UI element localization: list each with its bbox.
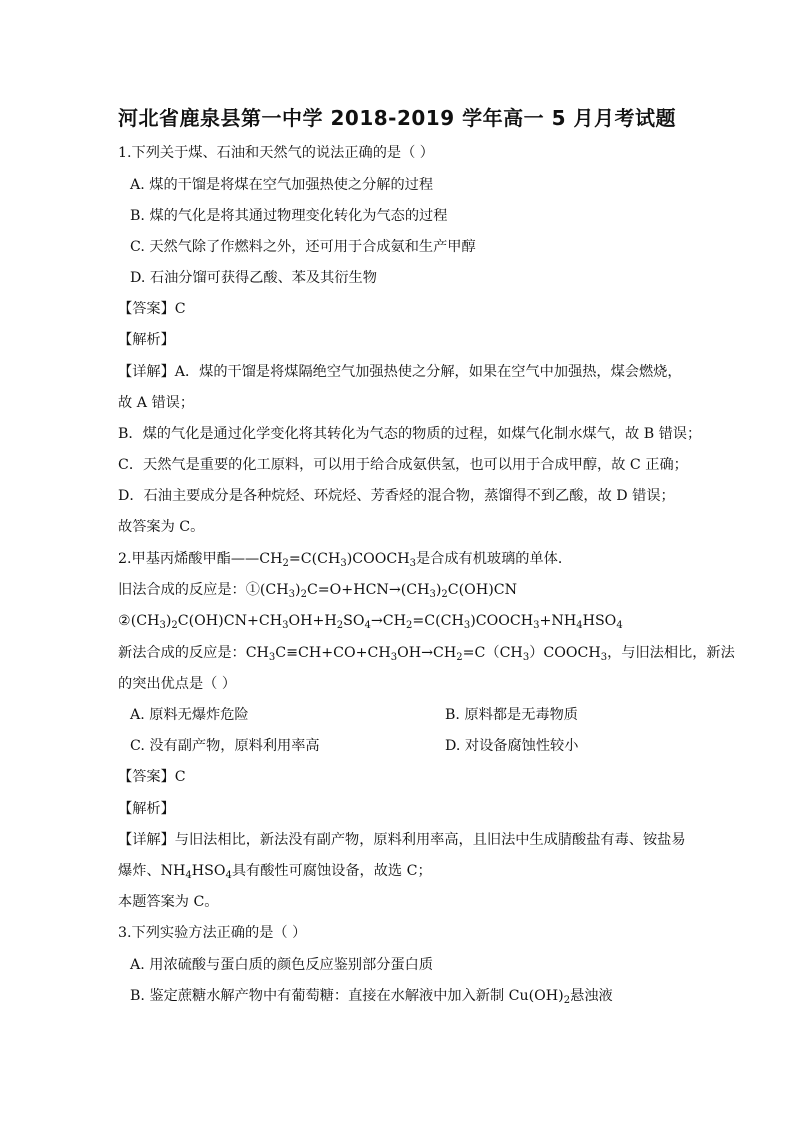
q2-analysis-heading: 【解析】: [118, 801, 175, 817]
q1-option-d: D. 石油分馏可获得乙酸、苯及其衍生物: [130, 270, 377, 286]
q2-old-reaction-1: 旧法合成的反应是：$①(CH_3)_2C=O+HCN\to(CH_3)_2C(OH)CN$: [118, 582, 517, 600]
q2-conclusion: 本题答案为 C。: [118, 894, 219, 910]
q1-option-b: B. 煤的气化是将其通过物理变化转化为气态的过程: [130, 208, 448, 224]
q1-conclusion: 故答案为 C。: [118, 519, 205, 535]
q1-detail-line: C．天然气是重要的化工原料，可以用于给合成氨供氢，也可以用于合成甲醇，故 C 正确；: [118, 457, 688, 473]
q3-option-b: B. 鉴定蔗糖水解产物中有葡萄糖：直接在水解液中加入新制 $Cu(OH)_2$悬浊液: [130, 988, 613, 1006]
q1-detail-line: B．煤的气化是通过化学变化将其转化为气态的物质的过程，如煤气化制水煤气，故 B 错误；: [118, 426, 702, 442]
q2-answer: 【答案】C: [118, 769, 186, 785]
q2-new-reaction: 新法合成的反应是：$CH_3C\equiv CH+CO+CH_3OH\to CH_2=C(CH_3)COOCH_3$，与旧法相比，新法: [118, 645, 735, 663]
q1-option-c: C. 天然气除了作燃料之外，还可用于合成氨和生产甲醇: [130, 239, 476, 255]
q1-stem: 1.下列关于煤、石油和天然气的说法正确的是（ ）: [118, 145, 434, 161]
q2-detail-line: 【详解】与旧法相比，新法没有副产物，原料利用率高，且旧法中生成腈酸盐有毒、铵盐易: [118, 832, 686, 848]
q2-option-b: B. 原料都是无毒物质: [445, 707, 578, 723]
q2-stem: 2.甲基丙烯酸甲酯$——CH_2=C(CH_3)COOCH_3$是合成有机玻璃的单体．: [118, 551, 573, 569]
q2-option-a: A. 原料无爆炸危险: [130, 707, 249, 723]
q1-answer: 【答案】C: [118, 301, 186, 317]
q1-detail-line: 【详解】A．煤的干馏是将煤隔绝空气加强热使之分解，如果在空气中加强热，煤会燃烧，: [118, 364, 682, 380]
q2-option-c: C. 没有副产物，原料利用率高: [130, 738, 320, 754]
q3-option-a: A. 用浓硫酸与蛋白质的颜色反应鉴别部分蛋白质: [130, 957, 434, 973]
page-title: 河北省鹿泉县第一中学 2018-2019 学年高一 5 月月考试题: [118, 106, 676, 130]
q2-detail-line: 爆炸、$NH_4HSO_4$具有酸性可腐蚀设备，故选 C；: [118, 863, 432, 881]
q1-option-a: A. 煤的干馏是将煤在空气加强热使之分解的过程: [130, 177, 434, 193]
q2-stem-continued: 的突出优点是（ ）: [118, 676, 237, 692]
q2-old-reaction-2: $②(CH_3)_2C(OH)CN+CH_3OH+H_2SO_4\to CH_2=C(CH_3)COOCH_3+NH_4HSO_4$: [118, 613, 623, 631]
q1-analysis-heading: 【解析】: [118, 332, 175, 348]
q2-option-d: D. 对设备腐蚀性较小: [445, 738, 579, 754]
q1-detail-line: 故 A 错误；: [118, 395, 195, 411]
q1-detail-line: D．石油主要成分是各种烷烃、环烷烃、芳香烃的混合物，蒸馏得不到乙酸，故 D 错误；: [118, 488, 675, 504]
q3-stem: 3.下列实验方法正确的是（ ）: [118, 925, 307, 941]
